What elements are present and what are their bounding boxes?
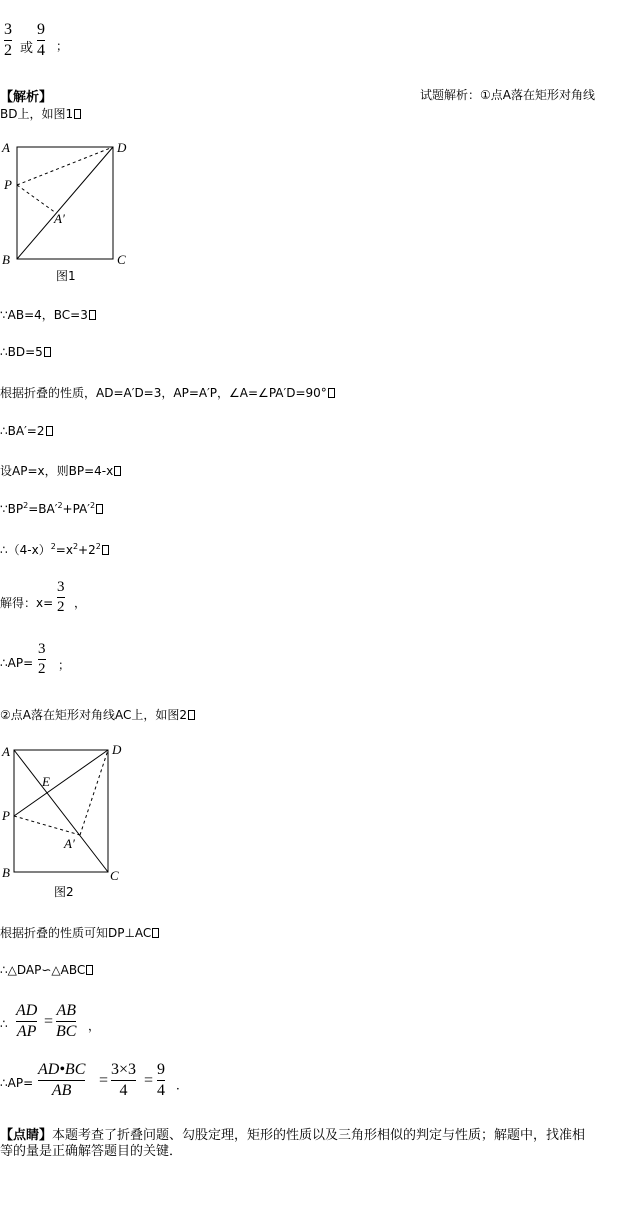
fig2-label-E: E — [42, 774, 50, 789]
case-two: ②点A落在矩形对角线AC上，如图2 — [0, 706, 195, 723]
fig1-label-B: B — [2, 252, 10, 267]
fig1-label-A: A — [2, 140, 10, 155]
answer-fraction-2: 9 4 — [37, 21, 45, 59]
fig1-label-C: C — [117, 252, 126, 267]
final-tail: ． — [176, 1078, 189, 1092]
final-frac-3: 9 4 — [157, 1061, 165, 1099]
line-pythagoras: $\because BP^2=BA'^2+PA'^2$ — [0, 502, 103, 516]
ratio-frac-1: AD AP — [16, 1002, 38, 1040]
tip-line-1: 本题考查了折叠问题、勾股定理，矩形的性质以及三角形相似的判定与性质；解题中，找准相 — [52, 1128, 586, 1143]
fig2-label-Ap: A′ — [64, 836, 75, 851]
line-ba-prime: ∴BA′=2 — [0, 424, 53, 438]
fig2-label-C: C — [110, 868, 119, 883]
fig1-label-D: D — [117, 140, 127, 155]
line-equation: $\therefore(4-x)^2=x^2+2^2$ — [0, 541, 109, 558]
analysis-label: 【解析】 — [0, 90, 53, 105]
answer-tail: ； — [56, 39, 69, 53]
line-ap-label: ∴AP= — [0, 656, 34, 670]
fig2-caption: 图2 — [54, 885, 74, 899]
fig1-label-P: P — [4, 177, 12, 192]
solve-tail: ， — [74, 596, 87, 610]
figure-2 — [0, 738, 140, 904]
final-frac-1: AD•BC AB — [38, 1061, 86, 1099]
line-similar: ∴△DAP∽△ABC — [0, 963, 93, 977]
ap-tail: ； — [58, 658, 71, 672]
line-fold-property: 根据折叠的性质，AD=A′D=3，AP=A′P，∠A=∠PA′D=90° — [0, 384, 335, 401]
tip-paragraph — [0, 1128, 630, 1160]
ap-fraction: 3 2 — [38, 641, 46, 677]
fig2-label-A: A — [2, 744, 10, 759]
final-eq-2: = — [144, 1072, 154, 1089]
fig2-label-P: P — [2, 808, 10, 823]
figure-1 — [0, 138, 140, 286]
fig1-label-Ap: A′ — [54, 211, 65, 226]
answer-fraction-1: 3 2 — [4, 21, 12, 59]
solve-fraction: 3 2 — [57, 579, 65, 615]
tip-line-2: 等的量是正确解答题目的关键． — [0, 1144, 183, 1159]
fig2-label-B: B — [2, 865, 10, 880]
line-perpendicular: 根据折叠的性质可知DP⊥AC — [0, 924, 159, 941]
ratio-therefore: ∴ — [0, 1017, 8, 1031]
tip-label: 【点睛】 — [0, 1128, 53, 1143]
ratio-tail: ， — [88, 1019, 101, 1033]
final-frac-2: 3×3 4 — [111, 1061, 137, 1099]
ratio-frac-2: AB BC — [56, 1002, 77, 1040]
line-solve-label: 解得：x= — [0, 596, 54, 610]
line-bd-length: ∴BD=5 — [0, 345, 51, 359]
line-let-ap: 设AP=x，则BP=4-x — [0, 462, 121, 479]
line-given: ∵AB=4，BC=3 — [0, 306, 96, 323]
analysis-intro: 试题解析：①点A落在矩形对角线 — [420, 88, 595, 102]
answer-or: 或 — [20, 41, 34, 56]
ratio-eq: = — [44, 1013, 54, 1030]
fig2-label-D: D — [112, 742, 122, 757]
fig1-caption: 图1 — [56, 269, 76, 283]
final-eq-1: = — [99, 1072, 109, 1089]
line-bd: BD上，如图1 — [0, 105, 81, 122]
final-ap-label: ∴AP= — [0, 1076, 34, 1090]
